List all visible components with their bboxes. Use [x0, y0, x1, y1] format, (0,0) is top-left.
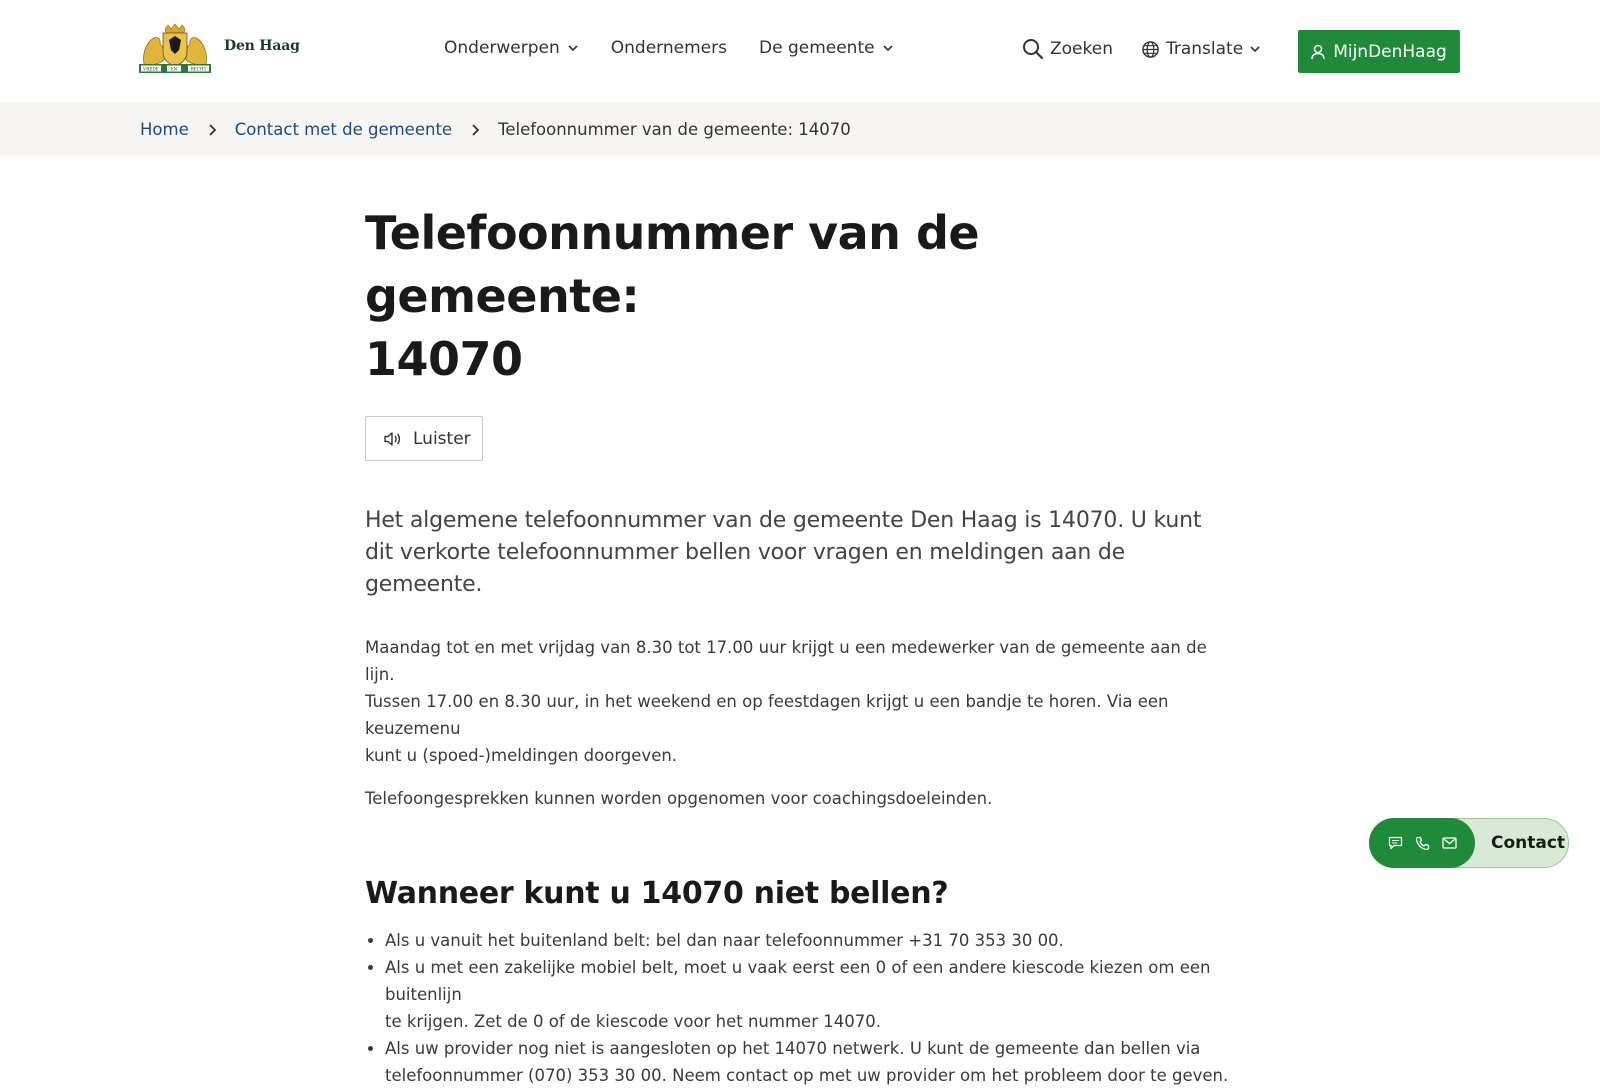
nav-item-label: Ondernemers: [610, 38, 727, 58]
contact-icons-group: [1369, 818, 1475, 868]
list-item: [385, 954, 1235, 1035]
nav-item-label: Onderwerpen: [444, 38, 560, 58]
chevron-right-icon: [470, 124, 480, 136]
text-line: Tussen 17.00 en 8.30 uur, in het weekend en op feestdagen krijgt u een bandje te horen. Via een keuzemenu: [365, 692, 1169, 738]
mail-icon: [1442, 837, 1457, 849]
translate-dropdown[interactable]: [1141, 39, 1261, 59]
nav-item-de-gemeente[interactable]: [759, 38, 894, 58]
text-line: telefoonnummer (070) 353 30 00. Neem contact op met uw provider om het probleem door te geven.: [385, 1066, 1229, 1085]
search-button[interactable]: [1022, 38, 1113, 60]
nav-item-onderwerpen[interactable]: [444, 38, 579, 58]
chevron-down-icon: [1249, 43, 1261, 55]
breadcrumb-current: Telefoonnummer van de gemeente: 14070: [498, 120, 851, 139]
main-nav: [444, 38, 926, 58]
chevron-right-icon: [207, 124, 217, 136]
header-tools: [1022, 38, 1261, 60]
chevron-down-icon: [882, 42, 894, 54]
text-line: te krijgen. Zet de 0 of de kiescode voor het nummer 14070.: [385, 1012, 881, 1031]
breadcrumb: [0, 102, 1600, 157]
den-haag-crest-icon: [138, 24, 212, 74]
mijndenhaag-login-button[interactable]: [1298, 30, 1460, 73]
intro-text: Het algemene telefoonnummer van de gemeente Den Haag is 14070. U kunt dit verkorte telefoonnummer bellen voor vragen en meldingen aan de gemeente.: [365, 508, 1202, 597]
den-haag-logo-link[interactable]: [138, 24, 300, 74]
text-line: Maandag tot en met vrijdag van 8.30 tot 17.00 uur krijgt u een medewerker van de gemeente aan de lijn.: [365, 638, 1207, 684]
chat-button[interactable]: [1388, 836, 1403, 850]
svg-text:RECHT: RECHT: [190, 66, 207, 72]
nav-item-ondernemers[interactable]: [611, 38, 727, 58]
user-icon: [1311, 44, 1325, 60]
recording-notice: Telefoongesprekken kunnen worden opgenomen voor coachingsdoeleinden.: [365, 789, 993, 808]
section-heading: Wanneer kunt u 14070 niet bellen?: [365, 876, 949, 911]
chevron-down-icon: [567, 42, 579, 54]
text-line: Als u vanuit het buitenland belt: bel dan naar telefoonnummer +31 70 353 30 00.: [385, 931, 1064, 950]
text-line: kunt u (spoed-)meldingen doorgeven.: [365, 746, 678, 765]
exceptions-list: [365, 927, 1235, 1089]
text-line: Als u met een zakelijke mobiel belt, moet u vaak eerst een 0 of een andere kiescode kiezen om een buitenlijn: [385, 958, 1211, 1004]
list-item: [385, 927, 1235, 954]
globe-icon: [1141, 40, 1160, 59]
mijndenhaag-label: MijnDenHaag: [1333, 41, 1447, 62]
page-title-line1: Telefoonnummer van de gemeente:: [365, 206, 980, 323]
main-content: [365, 190, 1235, 1089]
listen-label: Luister: [413, 428, 471, 449]
logo-text: Den Haag: [224, 38, 300, 54]
contact-widget[interactable]: [1369, 818, 1569, 868]
page-title: [365, 202, 1235, 391]
opening-hours-text: [365, 634, 1235, 769]
translate-label: Translate: [1165, 39, 1244, 59]
list-item: [385, 1035, 1235, 1089]
phone-icon: [1415, 836, 1430, 851]
contact-label[interactable]: Contact: [1491, 833, 1566, 853]
listen-button[interactable]: [365, 416, 483, 461]
svg-text:VREDE: VREDE: [143, 66, 159, 72]
phone-button[interactable]: [1415, 836, 1430, 851]
search-label: Zoeken: [1050, 39, 1113, 59]
breadcrumb-home[interactable]: Home: [140, 120, 189, 139]
nav-item-label: De gemeente: [758, 38, 875, 58]
breadcrumb-contact[interactable]: Contact met de gemeente: [234, 120, 453, 139]
text-line: Als uw provider nog niet is aangesloten op het 14070 netwerk. U kunt de gemeente dan bellen via: [385, 1039, 1201, 1058]
chat-icon: [1388, 836, 1403, 850]
search-icon: [1022, 38, 1044, 60]
svg-text:EN: EN: [170, 66, 178, 72]
site-header: [0, 0, 1600, 102]
page-title-line2: 14070: [365, 332, 523, 386]
mail-button[interactable]: [1442, 837, 1457, 849]
speaker-icon: [383, 431, 401, 447]
